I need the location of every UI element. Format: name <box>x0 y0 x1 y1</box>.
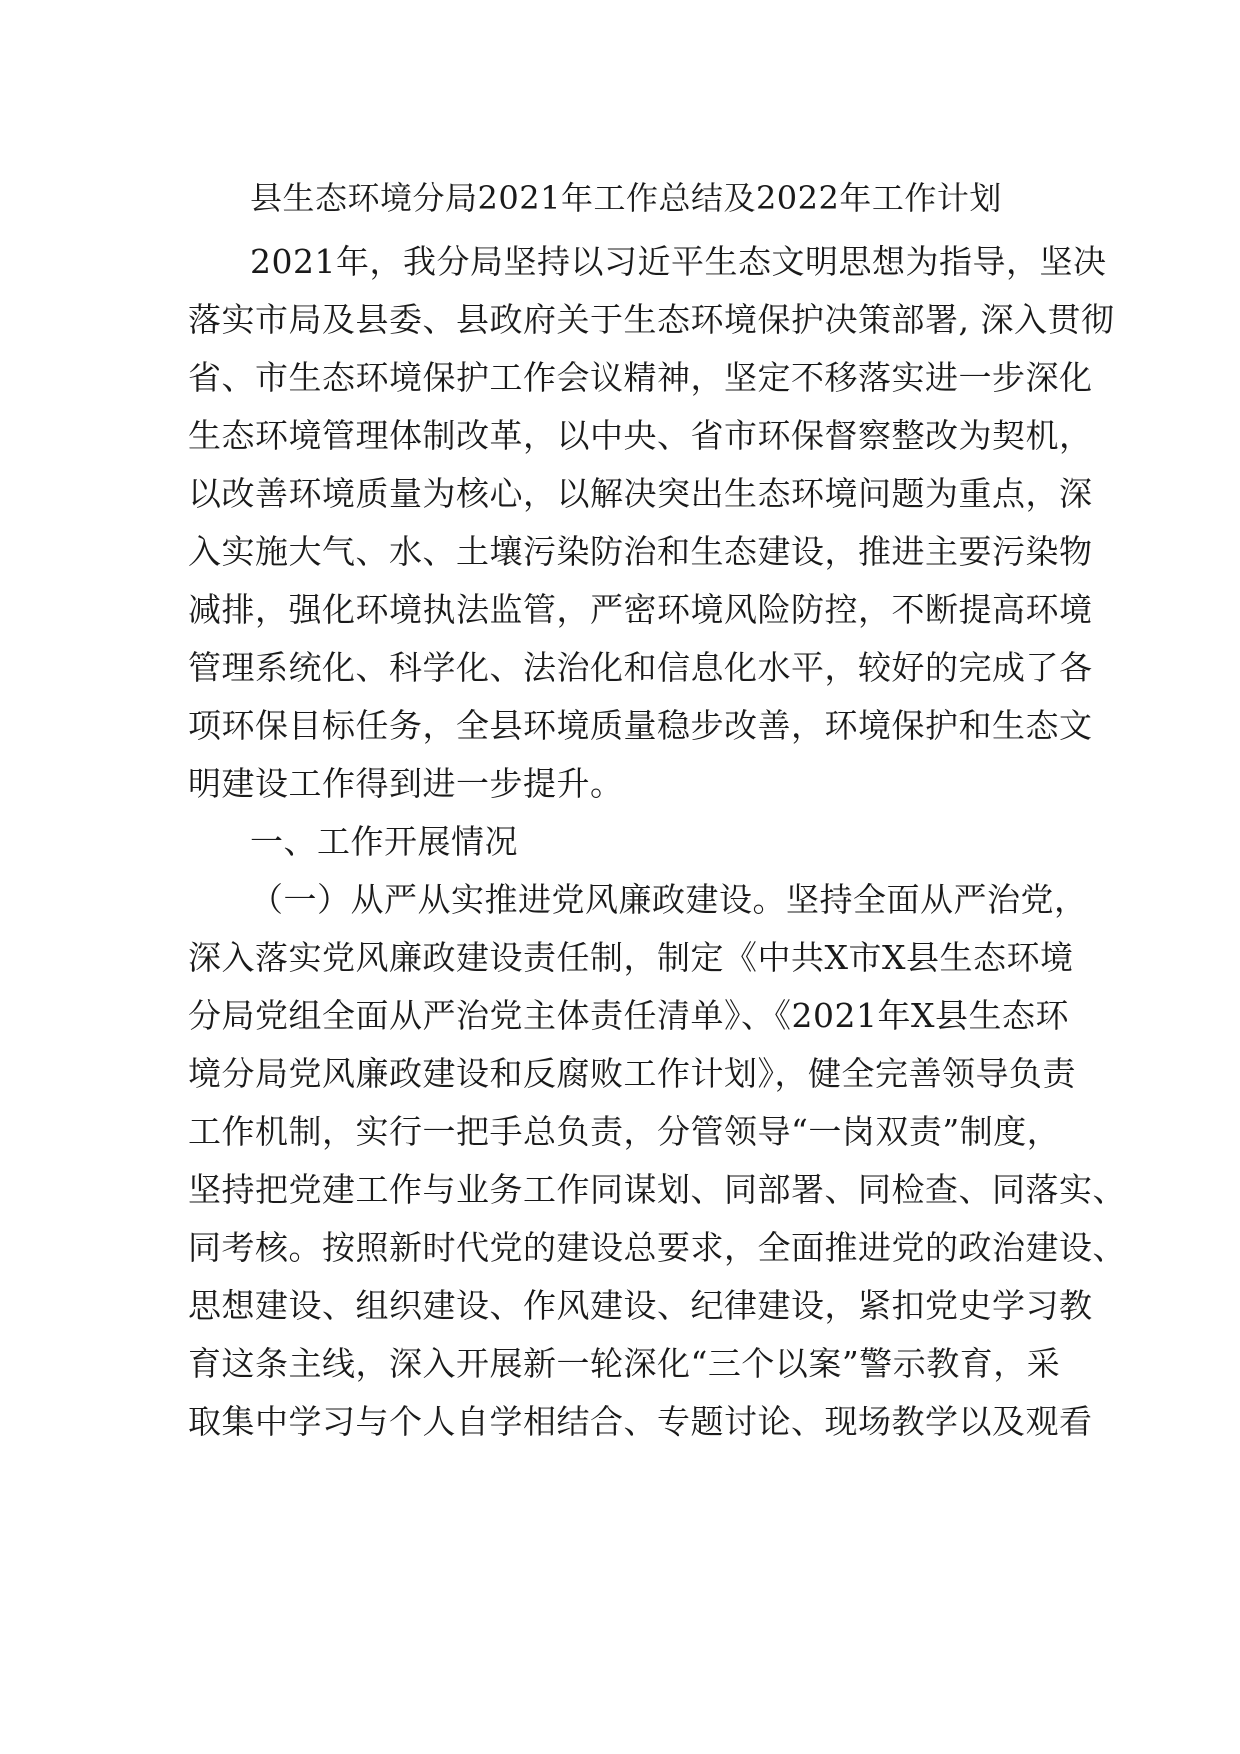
paragraph-line: 工作机制，实行一把手总负责，分管领导“一岗双责”制度， <box>188 1112 1061 1151</box>
paragraph-line: 省、市生态环境保护工作会议精神，坚定不移落实进一步深化 <box>188 358 1093 397</box>
paragraph-line: 以改善环境质量为核心，以解决突出生态环境问题为重点，深 <box>188 474 1093 513</box>
paragraph-line: 境分局党风廉政建设和反腐败工作计划》，健全完善领导负责 <box>188 1054 1076 1093</box>
paragraph-line: 明建设工作得到进一步提升。 <box>188 764 624 803</box>
paragraph-line: 减排，强化环境执法监管，严密环境风险防控，不断提高环境 <box>188 590 1093 629</box>
paragraph-line: 分局党组全面从严治党主体责任清单》、《2021年X县生态环 <box>188 996 1069 1035</box>
document-title: 县生态环境分局2021年工作总结及2022年工作计划 <box>250 179 1002 217</box>
paragraph-line: 取集中学习与个人自学相结合、专题讨论、现场教学以及观看 <box>188 1402 1093 1441</box>
section-heading: 一、工作开展情况 <box>250 822 518 861</box>
paragraph-line: 生态环境管理体制改革，以中央、省市环保督察整改为契机， <box>188 416 1093 455</box>
paragraph-line: 2021年，我分局坚持以习近平生态文明思想为指导，坚决 <box>250 242 1107 281</box>
paragraph-line: 项环保目标任务，全县环境质量稳步改善，环境保护和生态文 <box>188 706 1093 745</box>
paragraph-line: 思想建设、组织建设、作风建设、纪律建设，紧扣党史学习教 <box>188 1286 1093 1325</box>
paragraph-line: 管理系统化、科学化、法治化和信息化水平，较好的完成了各 <box>188 648 1093 687</box>
paragraph-line: 落实市局及县委、县政府关于生态环境保护决策部署, 深入贯彻 <box>188 300 1115 339</box>
paragraph-line: 入实施大气、水、土壤污染防治和生态建设，推进主要污染物 <box>188 532 1093 571</box>
paragraph-line: 同考核。按照新时代党的建设总要求，全面推进党的政治建设、 <box>188 1228 1126 1267</box>
paragraph-line: （一）从严从实推进党风廉政建设。坚持全面从严治党， <box>250 880 1088 919</box>
paragraph-line: 深入落实党风廉政建设责任制，制定《中共X市X县生态环境 <box>188 938 1074 977</box>
paragraph-line: 坚持把党建工作与业务工作同谋划、同部署、同检查、同落实、 <box>188 1170 1126 1209</box>
paragraph-line: 育这条主线，深入开展新一轮深化“三个以案”警示教育，采 <box>188 1344 1061 1383</box>
